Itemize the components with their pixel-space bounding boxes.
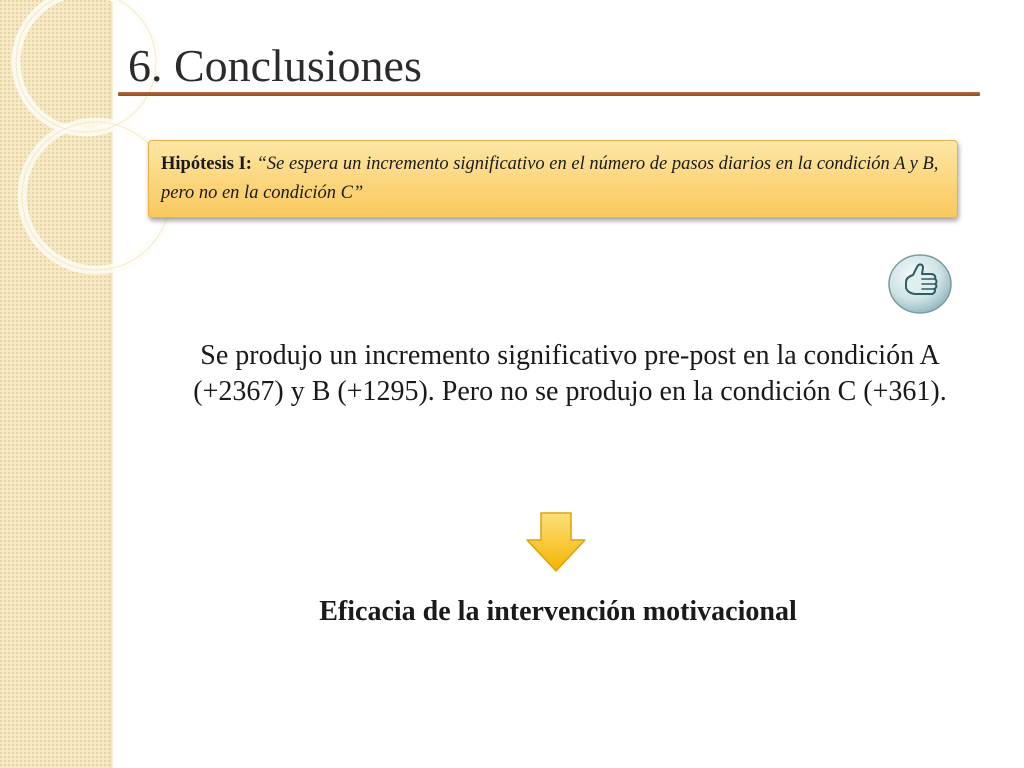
- down-arrow-icon: [524, 510, 588, 574]
- hypothesis-box: [148, 140, 958, 218]
- title-underline: [118, 92, 980, 96]
- finding-text: Se produjo un incremento significativo pre-post en la condición A (+2367) y B (+1295). Pero no se produjo en la condición C (+361).: [193, 340, 947, 407]
- hypothesis-label: Hipótesis I:: [161, 154, 257, 174]
- conclusion-text: Eficacia de la intervención motivacional: [319, 596, 797, 627]
- slide-title: 6. Conclusiones: [128, 40, 422, 91]
- hypothesis-text: “Se espera un incremento significativo en el número de pasos diarios en la condición A y B, pero no en la condición C”: [161, 154, 939, 203]
- thumbs-up-icon: [886, 252, 954, 316]
